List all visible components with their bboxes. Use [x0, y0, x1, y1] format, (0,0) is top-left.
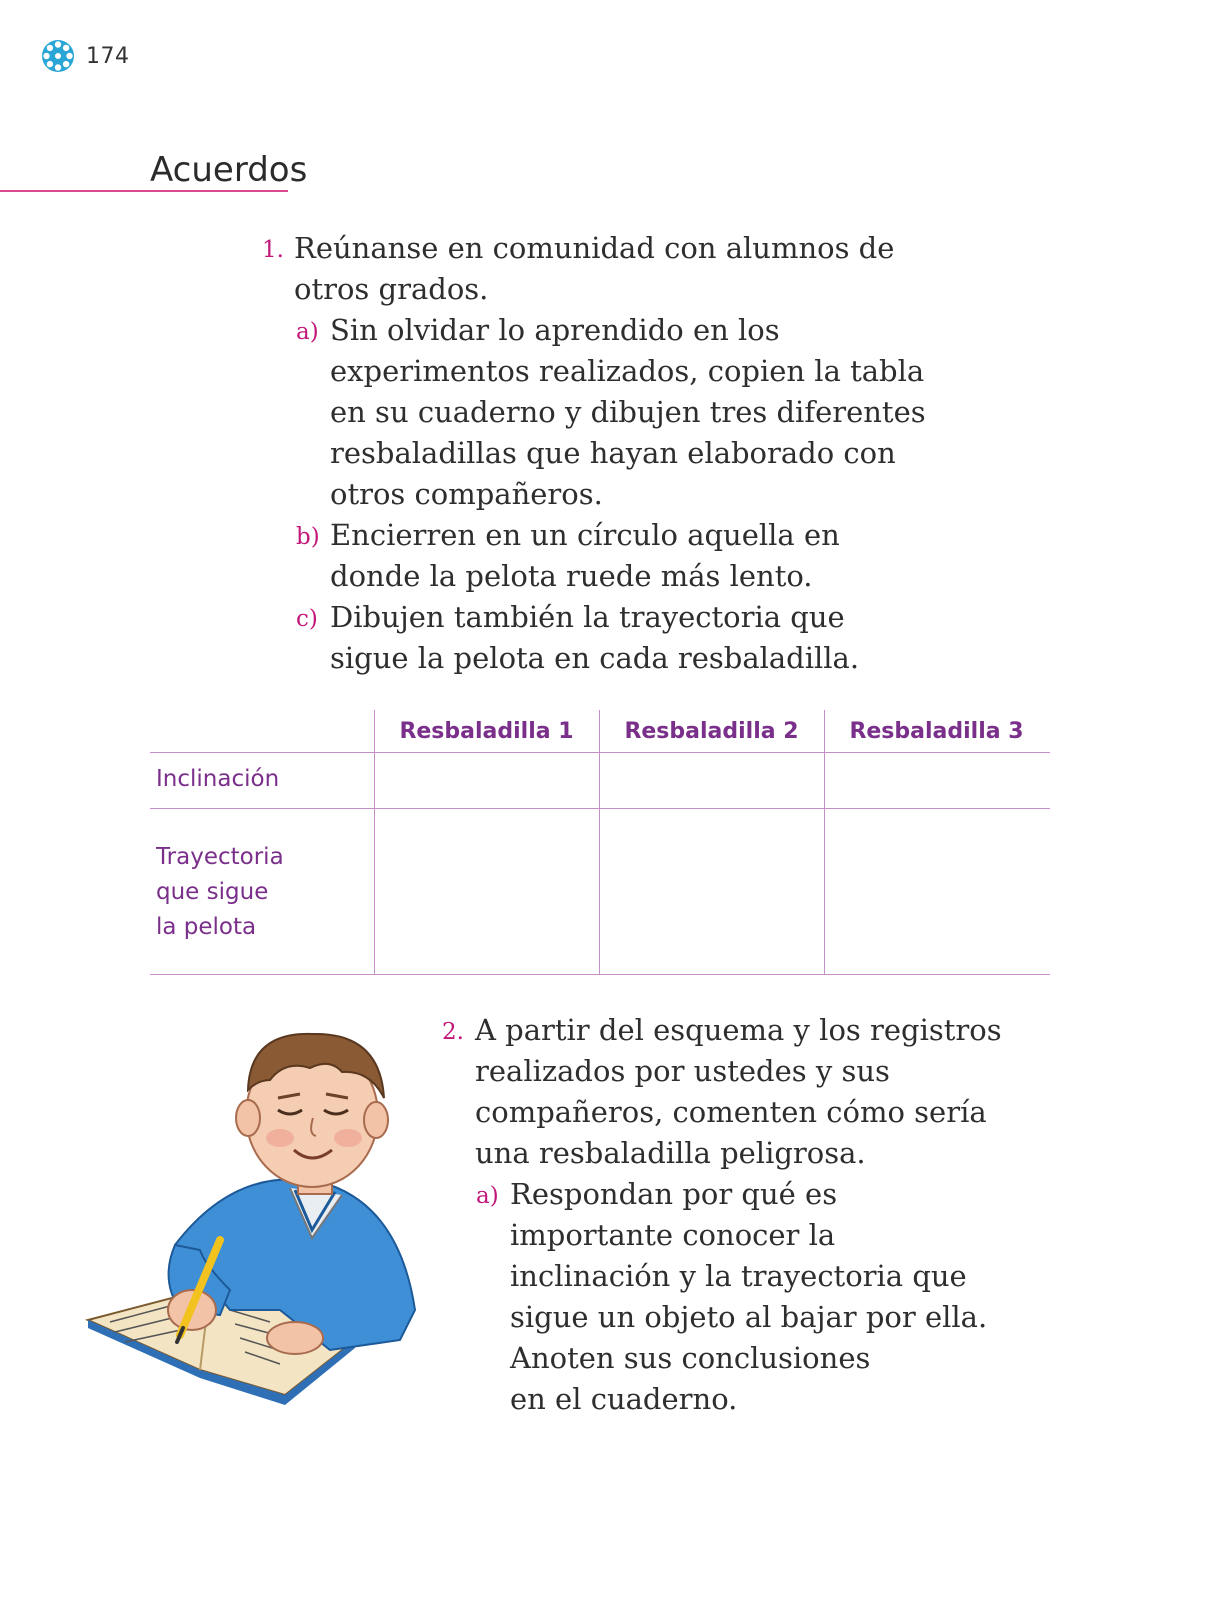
list-item-text	[294, 228, 894, 310]
section-title: Acuerdos	[150, 150, 308, 190]
row-label-line: Trayectoria	[156, 844, 284, 870]
list-item-text	[510, 1174, 987, 1420]
list-marker: 1.	[262, 237, 284, 263]
table-row-header	[156, 762, 279, 797]
text-line: sigue la pelota en cada resbaladilla.	[330, 641, 860, 675]
table-cell-empty	[825, 809, 1049, 974]
text-line: donde la pelota ruede más lento.	[330, 559, 813, 593]
text-line: Dibujen también la trayectoria que	[330, 600, 845, 634]
text-line: otros compañeros.	[330, 477, 603, 511]
text-line: Reúnanse en comunidad con alumnos de	[294, 231, 895, 265]
text-line: otros grados.	[294, 272, 489, 306]
page-number: 174	[86, 43, 130, 69]
table-cell-empty	[375, 753, 599, 808]
text-line: inclinación y la trayectoria que	[510, 1259, 967, 1293]
list-item-text	[330, 597, 859, 679]
row-label-line: Inclinación	[156, 766, 280, 792]
table-rule	[150, 974, 1050, 975]
table-cell-empty	[600, 753, 824, 808]
list-item-text	[330, 310, 926, 515]
text-line: sigue un objeto al bajar por ella.	[510, 1300, 988, 1334]
row-label-line: que sigue	[156, 879, 269, 905]
list-marker: c)	[296, 606, 318, 632]
list-marker: a)	[476, 1183, 499, 1209]
slides-table	[150, 710, 1050, 976]
text-line: compañeros, comenten cómo sería	[475, 1095, 987, 1129]
text-line: una resbaladilla peligrosa.	[475, 1136, 866, 1170]
text-line: A partir del esquema y los registros	[475, 1013, 1002, 1047]
text-line: Sin olvidar lo aprendido en los	[330, 313, 780, 347]
text-line: experimentos realizados, copien la tabla	[330, 354, 925, 388]
text-line: realizados por ustedes y sus	[475, 1054, 890, 1088]
table-row-header	[156, 840, 284, 945]
list-marker: b)	[296, 524, 320, 550]
text-line: Encierren en un círculo aquella en	[330, 518, 840, 552]
table-column-header: Resbaladilla 1	[399, 718, 574, 744]
text-line: importante conocer la	[510, 1218, 836, 1252]
table-column-header: Resbaladilla 3	[849, 718, 1024, 744]
gear-flower-icon	[40, 38, 76, 74]
page-header	[40, 38, 130, 74]
text-line: resbaladillas que hayan elaborado con	[330, 436, 896, 470]
list-marker: 2.	[442, 1019, 464, 1045]
section-title-underline	[0, 190, 288, 192]
row-label-line: la pelota	[156, 914, 257, 940]
table-column-header: Resbaladilla 2	[624, 718, 799, 744]
table-cell-empty	[375, 809, 599, 974]
list-marker: a)	[296, 319, 319, 345]
text-line: Anoten sus conclusiones	[510, 1341, 871, 1375]
table-cell-empty	[825, 753, 1049, 808]
list-item-text	[330, 515, 840, 597]
text-line: Respondan por qué es	[510, 1177, 838, 1211]
table-cell-empty	[600, 809, 824, 974]
text-line: en su cuaderno y dibujen tres diferentes	[330, 395, 926, 429]
text-line: en el cuaderno.	[510, 1382, 738, 1416]
boy-writing-illustration	[80, 1010, 440, 1430]
list-item-text	[475, 1010, 1002, 1174]
